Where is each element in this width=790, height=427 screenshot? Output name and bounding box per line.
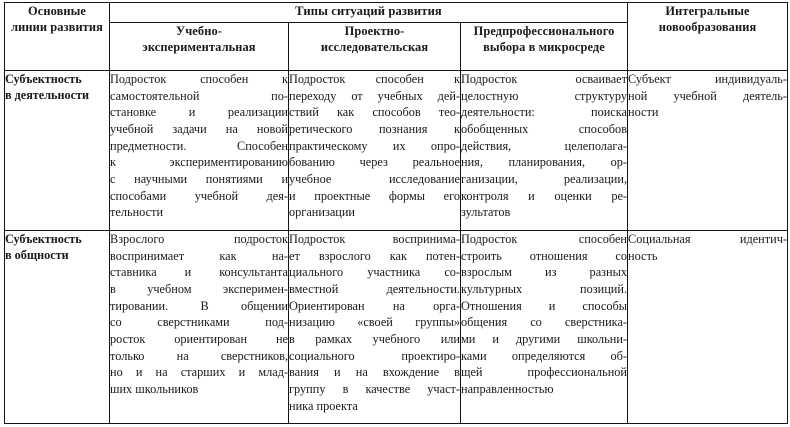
text-line: вания и на вхождение в (289, 365, 460, 380)
cell-r0-c1 (289, 71, 461, 231)
text-line: контроля и оценки ре- (461, 188, 628, 203)
text-line: Ориентирован на орга- (289, 298, 461, 313)
text-line: строить отношения со (461, 248, 628, 263)
text-line: ретического познания к (289, 121, 461, 136)
text-line: ной учебной деятель- (628, 88, 788, 103)
cell-r0-c0 (110, 71, 289, 231)
text-line: ет взрослого как потен- (289, 248, 461, 263)
text-line: ника проекта (289, 398, 358, 413)
text-line: Подросток воспринима- (289, 232, 460, 246)
text-line: Подросток способен к (110, 72, 289, 86)
text-line: направленностью (461, 381, 554, 396)
text-line: бованию через реальное (289, 155, 460, 170)
text-line: взрослым из разных (461, 265, 628, 280)
text-line: ствий как способов тео- (289, 105, 460, 120)
text-line: обобщенных способов (461, 121, 628, 136)
text-line: становке и реализации (110, 105, 288, 120)
text-line: организации (289, 205, 356, 220)
text-line: учебное исследование (289, 171, 460, 186)
header-row-axis-line-1: Основные (28, 4, 86, 18)
text-line: ности (628, 105, 659, 120)
header-group-situation-types: Типы ситуаций развития (110, 3, 628, 23)
header-col-3-line-1: Предпрофессионального (473, 24, 615, 38)
text-line: Подросток способен к (289, 72, 461, 86)
header-integral-line-2: новообразования (658, 20, 757, 35)
header-integral-new-formations (628, 3, 788, 71)
development-situations-table (4, 2, 788, 424)
text-line: зультатов (461, 205, 511, 220)
text-line: Подросток способен (461, 232, 628, 246)
table-body (5, 71, 788, 424)
text-line: воспринимает как на- (110, 248, 288, 263)
header-col-2-line-2: исследовательская (320, 40, 429, 55)
header-col-1-line-1: Учебно- (176, 24, 222, 38)
row-label-line-1: Субъектность (5, 232, 82, 246)
text-line: и проектные формы его (289, 188, 461, 203)
text-line: со сверстниками под- (110, 315, 288, 330)
text-line: предметности. Способен (110, 138, 288, 153)
text-line: ми и другими школьни- (461, 331, 628, 346)
text-line: общения со сверстника- (461, 315, 628, 330)
header-col-1-line-2: экспериментальная (142, 40, 256, 55)
table-row (5, 71, 788, 231)
text-line: самостоятельной по- (110, 88, 288, 103)
text-line: щей профессиональной (461, 365, 628, 380)
text-line: Социальная идентич- (628, 232, 788, 246)
header-col-2-line-1: Проектно- (344, 24, 405, 38)
text-line: способами учебной дея- (110, 188, 289, 203)
row-label-line-1: Субъектность (5, 72, 82, 86)
header-row-axis (5, 3, 110, 71)
row-label-subjectness-in-community (5, 231, 110, 424)
cell-r1-c2 (461, 231, 628, 424)
text-line: Взрослого подросток (110, 232, 288, 246)
cell-r1-c1 (289, 231, 461, 424)
text-line: к экспериментированию (110, 155, 288, 170)
table-header (5, 3, 788, 71)
text-line: в рамках учебного или (289, 331, 460, 346)
text-line: с научными понятиями и (110, 171, 289, 186)
text-line: низацию «своей группы» (289, 315, 461, 330)
text-line: Отношения и способы (461, 298, 628, 313)
text-line: культурных позиций. (461, 281, 628, 296)
text-line: тировании. В общении (110, 298, 289, 313)
header-integral-line-1: Интегральные (665, 4, 750, 18)
text-line: группу в качестве участ- (289, 381, 460, 396)
text-line: переходу от учебных дей- (289, 88, 460, 103)
text-line: ших школьников (110, 381, 199, 396)
header-row-axis-line-2: линии развития (11, 20, 103, 35)
header-col-3-line-2: выбора в микросреде (483, 40, 605, 55)
text-line: тельности (110, 205, 164, 220)
cell-r1-c3 (628, 231, 788, 424)
text-line: вместной деятельности. (289, 281, 460, 296)
header-col-project-research (289, 23, 461, 71)
header-col-preprofessional-choice (461, 23, 628, 71)
cell-r0-c2 (461, 71, 628, 231)
cell-r0-c3 (628, 71, 788, 231)
text-line: но и на старших и млад- (110, 365, 289, 380)
text-line: только на сверстников, (110, 348, 289, 363)
text-line: ность (628, 248, 658, 263)
text-line: целостную структуру (461, 88, 628, 103)
text-line: Подросток осваивает (461, 72, 628, 86)
text-line: ния, планирования, ор- (461, 155, 628, 170)
text-line: росток ориентирован не (110, 331, 288, 346)
text-line: социального проектиро- (289, 348, 460, 363)
text-line: ставника и консультанта (110, 265, 288, 280)
header-row-group (5, 3, 788, 23)
row-label-line-2: в деятельности (5, 88, 90, 103)
text-line: в учебном эксперимен- (110, 281, 289, 296)
header-col-educational-experimental (110, 23, 289, 71)
text-line: практическому их опро- (289, 138, 461, 153)
table-row (5, 231, 788, 424)
cell-r1-c0 (110, 231, 289, 424)
row-label-subjectness-in-activity (5, 71, 110, 231)
text-line: циального участника со- (289, 265, 461, 280)
text-line: учебной задачи на новой (110, 121, 288, 136)
text-line: действия, целеполага- (461, 138, 628, 153)
text-line: ками определяются об- (461, 348, 628, 363)
text-line: деятельности: поиска (461, 105, 628, 120)
text-line: Субъект индивидуаль- (628, 72, 788, 86)
text-line: ганизации, реализации, (461, 171, 628, 186)
row-label-line-2: в общности (5, 248, 69, 263)
